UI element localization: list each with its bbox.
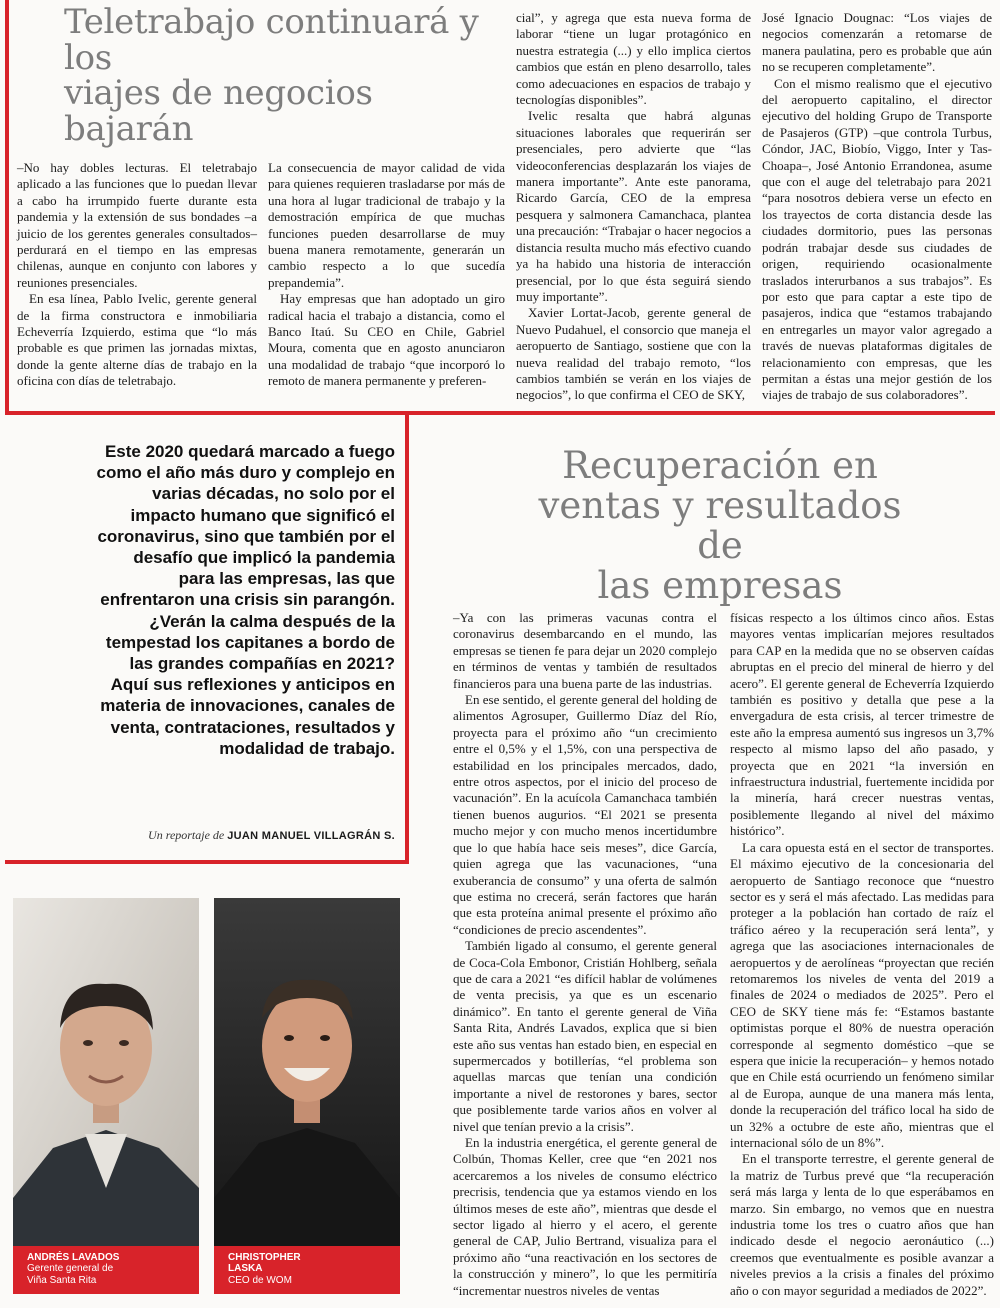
bottom-headline-line2: ventas y resultados de xyxy=(538,483,902,567)
paragraph: físicas respecto a los últimos cinco años. Estas mayores ventas implicarían mejores resultados para CAP en la medida que no se observen caídas abruptas en el precio del mineral de hierro y del acero”. El gerente general de Echeverría Izquierdo también es positivo y detalla que pese a la envergadura de esta crisis, al tercer trimestre de este año la empresa aumentó sus ingresos un 3,7% respecto al mismo lapso del año pasado, y proyecta que en 2021 “la inversión en infraestructura industrial, fuertemente incidida por la minería, hará crecer nuestras ventas, posiblemente llegando al nivel del máximo histórico”. xyxy=(730,610,994,839)
paragraph: Con el mismo realismo que el ejecutivo del aeropuerto capitalino, el director ejecutivo del holding Grupo de Transporte de Pasajeros (GTP) –que controla Turbus, Cóndor, JAC, Biobío, Viggo, Inter y Tas-Choapa–, José Antonio Errandonea, asume que con el auge del teletrabajo para 2021 “para nosotros debiera verse un efecto en los trayectos de corta distancia desde las ciudades dormitorio, pues las personas podrán trabajar desde sus ciudades de origen, requiriendo ocasionalmente traslados interurbanos a sus trabajos”. Es por esto que para captar a este tipo de pasajeros, indica que “estamos trabajando en entregarles un mayor valor agregado a través de nuevas plataformas digitales de relacionamiento con empresas, que les permitan a éstas una mejor gestión de los viajes de trabajo de sus colaboradores”. xyxy=(762,75,992,403)
top-section-red-rule xyxy=(5,411,995,415)
top-column-1 xyxy=(17,160,257,390)
bottom-column-2 xyxy=(730,610,994,1299)
portrait-image xyxy=(13,898,199,1294)
intro-lead: Este 2020 quedará marcado a fuego como el año más duro y complejo en varias décadas, no solo por el impacto humano que significó el coronavirus, sino que también por el desafío que implicó la pandemia para las empresas, las que enfrentaron una crisis sin parangón. ¿Verán la calma después de la tempestad los capitanes a bordo de las grandes compañías en 2021? Aquí sus reflexiones y anticipos en materia de innovaciones, canales de venta, contrataciones, resultados y modalidad de trabajo. xyxy=(96,442,395,758)
paragraph: En esa línea, Pablo Ivelic, gerente general de la firma constructora e inmobiliaria Echeverría Izquierdo, estima que “lo más probable es que primen las jornadas mixtas, donde la gente alterne días de trabajo en la oficina con días de teletrabajo. xyxy=(17,291,257,389)
caption-title-line1: CEO de WOM xyxy=(228,1274,292,1286)
photo-christopher-laska xyxy=(214,898,400,1294)
paragraph: También ligado al consumo, el gerente general de Coca-Cola Embonor, Cristián Hohlberg, señala que de cara a 2021 “es difícil hablar de volúmenes de venta precisis, ya que es un escenario dinámico”. En tanto el gerente general de Viña Santa Rita, Andrés Lavados, explica que si bien este año sus ventas han estado bien, en especial en supermercados y botillerías, “el problema son aquellas marcas que tenían una condición importante a nivel de restorones y bares, sector que posiblemente tarde varios años en volver al nivel que tenían previo a la crisis”. xyxy=(453,938,717,1134)
caption-title-line1: Gerente general de xyxy=(27,1263,114,1274)
bottom-headline xyxy=(520,446,920,606)
bottom-headline-line3: las empresas xyxy=(597,563,843,607)
center-red-rule xyxy=(405,415,409,862)
photo-caption xyxy=(214,1246,400,1295)
paragraph: Hay empresas que han adoptado un giro radical hacia el trabajo a distancia, como el Banco Itaú. Su CEO en Chile, Gabriel Moura, comenta que en agosto anunciaron una modalidad de trabajo “que incorporó lo remoto de manera permanente y preferen- xyxy=(268,291,505,389)
paragraph: En el transporte terrestre, el gerente general de la matriz de Turbus prevé que “la recuperación será más larga y lenta de lo que esperábamos en marzo. Sin embargo, no vemos que en nuestra industria tome los tres o cuatro años que han indicado desde el negocio aeronáutico (...) creemos que eventualmente es posible avanzar a niveles previos a la crisis a finales del próximo año o con mayor seguridad a mediados de 2022”. xyxy=(730,1151,994,1298)
byline xyxy=(100,828,395,843)
paragraph: Xavier Lortat-Jacob, gerente general de Nuevo Pudahuel, el consorcio que maneja el aeropuerto de Santiago, sostiene que con la nueva realidad del trabajo remoto, “los cambios también se verán en los viajes de negocios”, lo que confirma el CEO de SKY, xyxy=(516,305,751,403)
top-column-2 xyxy=(268,160,505,390)
byline-prefix: Un reportaje de xyxy=(148,828,225,842)
paragraph: José Ignacio Dougnac: “Los viajes de negocios comenzarán a retomarse de manera paulatina, pero es probable que aún no se recuperen completamente”. xyxy=(762,10,992,75)
paragraph: En ese sentido, el gerente general del holding de alimentos Agrosuper, Guillermo Díaz del Río, proyecta para el próximo año “un crecimiento entre el 0,5% y el 1,5%, con una perspectiva de estabilidad en los principales mercados, dado, entre otros aspectos, por el inicio del proceso de vacunación”. En la acuícola Camanchaca también tienen buenos augurios. “El 2021 se presenta mucho mejor y con mucho menos incertidumbre que lo que había hace seis meses”, dice García, quien agrega que las vacunaciones, “una exuberancia de consumo” y una oferta de salmón que estima no crecerá, serán factores que harán que esta proteína animal presente el próximo año “condiciones de precio ascendentes”. xyxy=(453,692,717,937)
byline-author: JUAN MANUEL VILLAGRÁN S. xyxy=(227,830,395,842)
bottom-column-1 xyxy=(453,610,717,1299)
top-headline-line1: Teletrabajo continuará y los xyxy=(64,2,479,78)
paragraph: En la industria energética, el gerente general de Colbún, Thomas Keller, cree que “en 2021 nos acercaremos a los niveles de consumo eléctrico precrisis, tendencia que ya estamos viendo en los últimos meses de este año”, mientras que desde el sector ligado al hierro y el acero, el gerente general de CAP, Julio Bertrand, visualiza para el próximo año “una reactivación en los sectores de la construcción y minero”, lo que les permitiría “incrementar nuestros niveles de ventas xyxy=(453,1135,717,1298)
paragraph: cial”, y agrega que esta nueva forma de laborar “tiene un lugar protagónico en nuestra estrategia (...) y ello implica ciertos cambios que están en pleno desarrollo, tales como adecuaciones en espacios de trabajo y tecnologías disponibles”. xyxy=(516,10,751,108)
paragraph: –No hay dobles lecturas. El teletrabajo aplicado a las funciones que lo puedan llevar a cabo ha irrumpido fuerte durante esta pandemia y la extensión de sus bondades –a juicio de los gerentes generales consultados– perdurará en el tiempo en las empresas chilenas, aunque en conjunto con labores y reuniones presenciales. xyxy=(17,160,257,290)
portrait-image xyxy=(214,898,400,1294)
caption-title-line2: Viña Santa Rita xyxy=(27,1274,97,1286)
intro-bottom-red-rule xyxy=(5,860,409,864)
paragraph: La consecuencia de mayor calidad de vida para quienes requieren trasladarse por más de una hora al lugar tradicional de trabajo y la demostración empírica de que muchas funciones pueden desarrollarse de muy buena manera remotamente, generarán un cambio respecto a lo que sucedía prepandemia”. xyxy=(268,160,505,290)
caption-name-line1: CHRISTOPHER xyxy=(228,1251,301,1263)
caption-name: ANDRÉS LAVADOS xyxy=(27,1251,120,1263)
top-headline xyxy=(64,2,504,150)
caption-name-line2: LASKA xyxy=(228,1263,263,1274)
paragraph: La cara opuesta está en el sector de transportes. El máximo ejecutivo de la concesionaria del aeropuerto de Santiago reconoce que “nuestro sector es y será el más afectado. Las medidas para proteger a la población han cortado de raíz el tráfico aéreo y la recuperación será lenta”, y agrega que las asociaciones internacionales de aeropuertos y de aerolíneas “proyectan que recién retomaremos los niveles de venta del 2019 a finales de 2024 o mediados de 2025”. Pero el CEO de SKY tiene más fe: “Estamos bastante optimistas porque el 80% de nuestra operación corresponde al segmento doméstico –que se espera que inicie la recuperación– y hemos notado que en Chile está ocurriendo un fenómeno similar al de Europa, aunque de una manera más lenta, donde la recuperación del tráfico local ha sido de un 32% a octubre de este año, mientras que el internacional sólo de un 8%”. xyxy=(730,839,994,1150)
paragraph: –Ya con las primeras vacunas contra el coronavirus desembarcando en el mundo, las empresas se tienen fe para dejar un 2020 complejo en términos de ventas y también de resultados financieros para una buena parte de las industrias. xyxy=(453,610,717,691)
top-column-4 xyxy=(762,10,992,404)
paragraph: Ivelic resalta que habrá algunas situaciones laborales que requerirán ser presenciales, pero advierte que “las videoconferencias desplazarán los viajes de manera importante”. Ante este panorama, Ricardo García, CEO de la empresa pesquera y salmonera Camanchaca, plantea una precaución: “Trabajar o hacer negocios a distancia resulta mucho más efectivo cuando ya ha habido una historia de interacción presencial, por lo que ésta seguirá siendo muy importante”. xyxy=(516,108,751,304)
photo-andres-lavados xyxy=(13,898,199,1294)
top-column-3 xyxy=(516,10,751,404)
top-headline-line2: viajes de negocios bajarán xyxy=(64,73,373,150)
left-red-rule xyxy=(5,0,9,413)
photo-caption xyxy=(13,1246,199,1295)
bottom-headline-line1: Recuperación en xyxy=(562,444,878,487)
